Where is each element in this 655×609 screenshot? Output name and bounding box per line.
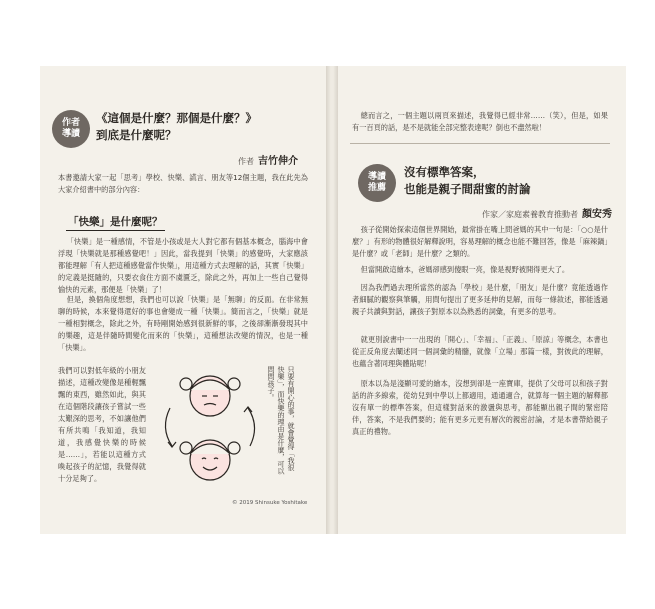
left-intro: 本書邀請大家一起「思考」學校、快樂、謊言、朋友等12個主題，我在此先為大家介紹書中的部分內容：	[58, 173, 308, 194]
right-author-name: 顏安秀	[582, 209, 612, 220]
left-title	[96, 110, 257, 144]
left-author-role: 作者	[238, 157, 254, 166]
left-title-line1: 《這個是什麼？那個是什麼？》	[96, 111, 257, 125]
right-para3: 因為我們過去理所當然的認為「學校」是什麼，「朋友」是什麼？竟能透過作者細膩的觀察與筆觸，用問句提出了更多延伸的見解，而每一條敘述，都能透過親子共讀與對話，讓孩子對原本以為熟悉的詞彙，有更多的思考。	[352, 283, 608, 316]
right-title	[404, 164, 531, 198]
right-para5: 原本以為是淺顯可愛的繪本，沒想到卻是一座寶庫，提供了父母可以和孩子對話的許多線索，從幼兒到中學以上都適用，通通適合，就算每一個主題的解釋都沒有單一的標準答案，但這樣對話來的激盪與思考，都能顯出親子間的緊密陪伴，答案，不是我們要的；能有更多元更有層次的親密討論，才是本書帶給親子真正的禮物。	[352, 379, 608, 436]
right-title-line1: 沒有標準答案，	[404, 165, 485, 179]
badge2-line2: 推薦	[367, 183, 386, 193]
left-author	[238, 152, 298, 167]
right-para2: 但當開啟這繪本，爸媽卻感到傻眼一亮，像是視野被開得更大了。	[360, 265, 570, 274]
copyright-note: © 2019 Shinsuke Yoshitake	[232, 500, 308, 506]
left-para2: 但是，換個角度想想，我們也可以說「快樂」是「無聊」的反面。在非常無聊的時候，本來覺得還好的事也會變成一種「快樂」。簡而言之，「快樂」就是一種相對概念，除此之外，有時剛開始感到很新鮮的事，之後卻漸漸發現其中的樂趣，這是伴隨時間變化而來的「快樂」，這種想法改變的情況，也是一種「快樂」。	[58, 295, 308, 352]
right-author	[482, 205, 612, 220]
left-subheading: 「快樂」是什麼呢？	[66, 214, 165, 231]
book-gutter	[326, 66, 338, 534]
recommend-badge	[358, 164, 396, 202]
badge-line1: 作者	[61, 118, 80, 128]
left-para1: 「快樂」是一種感情，不管是小孩或是大人對它都有個基本概念，腦海中會浮現「快樂就是那種感覺吧！」因此，當我提到「快樂」的感覺時，大家應該都能理解「有人把這種感覺當作快樂」，用這種方式去理解的話，其實「快樂」的定義是挺隨的，只要衣食住方面不虞匱乏，除此之外，再加上一些自己覺得愉快的元素，那便是「快樂」了！	[58, 237, 308, 294]
left-para3: 我們可以對低年級的小朋友描述，這種改變像是種輕飄飄的東西，雖然如此，與其在這個階段讓孩子嘗試一些太艱深的思考，不如讓他們有所共鳴「我知道，我知道，我感覺快樂的時候是……」，若能以這種方式喚起孩子的記憶，我覺得就十分足夠了。	[58, 366, 146, 483]
badge2-line1: 導讀	[367, 172, 386, 182]
right-title-line2: 也能是親子間甜蜜的討論	[404, 182, 531, 196]
right-para4: 就更別說書中一一出現的「開心」、「幸福」、「正義」、「原諒」等概念，本書也從正反角度去闡述同一個詞彙的精髓，就像「立場」那篇一樣，對彼此的理解，也蘊含著同理與體貼呢！	[352, 335, 608, 368]
badge-line2: 導讀	[61, 129, 80, 139]
illustration-caption: 只要有開心的事，就會覺得「我很快樂」，而快樂的理由是什麼，可以問問孩子。	[267, 366, 295, 475]
right-top-para: 總而言之，一個主題以兩頁來描述，我覺得已經非常……（笑），但是，如果有一百頁的話，是不是就能全部完整表達呢？倒也不盡然啦！	[352, 111, 608, 132]
right-author-role: 作家／家庭素養教育推動者	[482, 210, 578, 219]
left-title-line2: 到底是什麼呢？	[96, 128, 177, 142]
right-para1: 孩子從開始探索這個世界開始，最常掛在嘴上問爸媽的其中一句是：「○○是什麼？」有形的物體很好解釋說明，容易理解的概念也能不難回答，像是「麻辣鍋」是什麼？或「老師」是什麼？之類的。	[352, 225, 608, 258]
section-divider	[350, 143, 610, 144]
left-author-name: 吉竹伸介	[258, 156, 298, 167]
child-illustration	[152, 368, 268, 488]
author-badge	[52, 110, 90, 148]
